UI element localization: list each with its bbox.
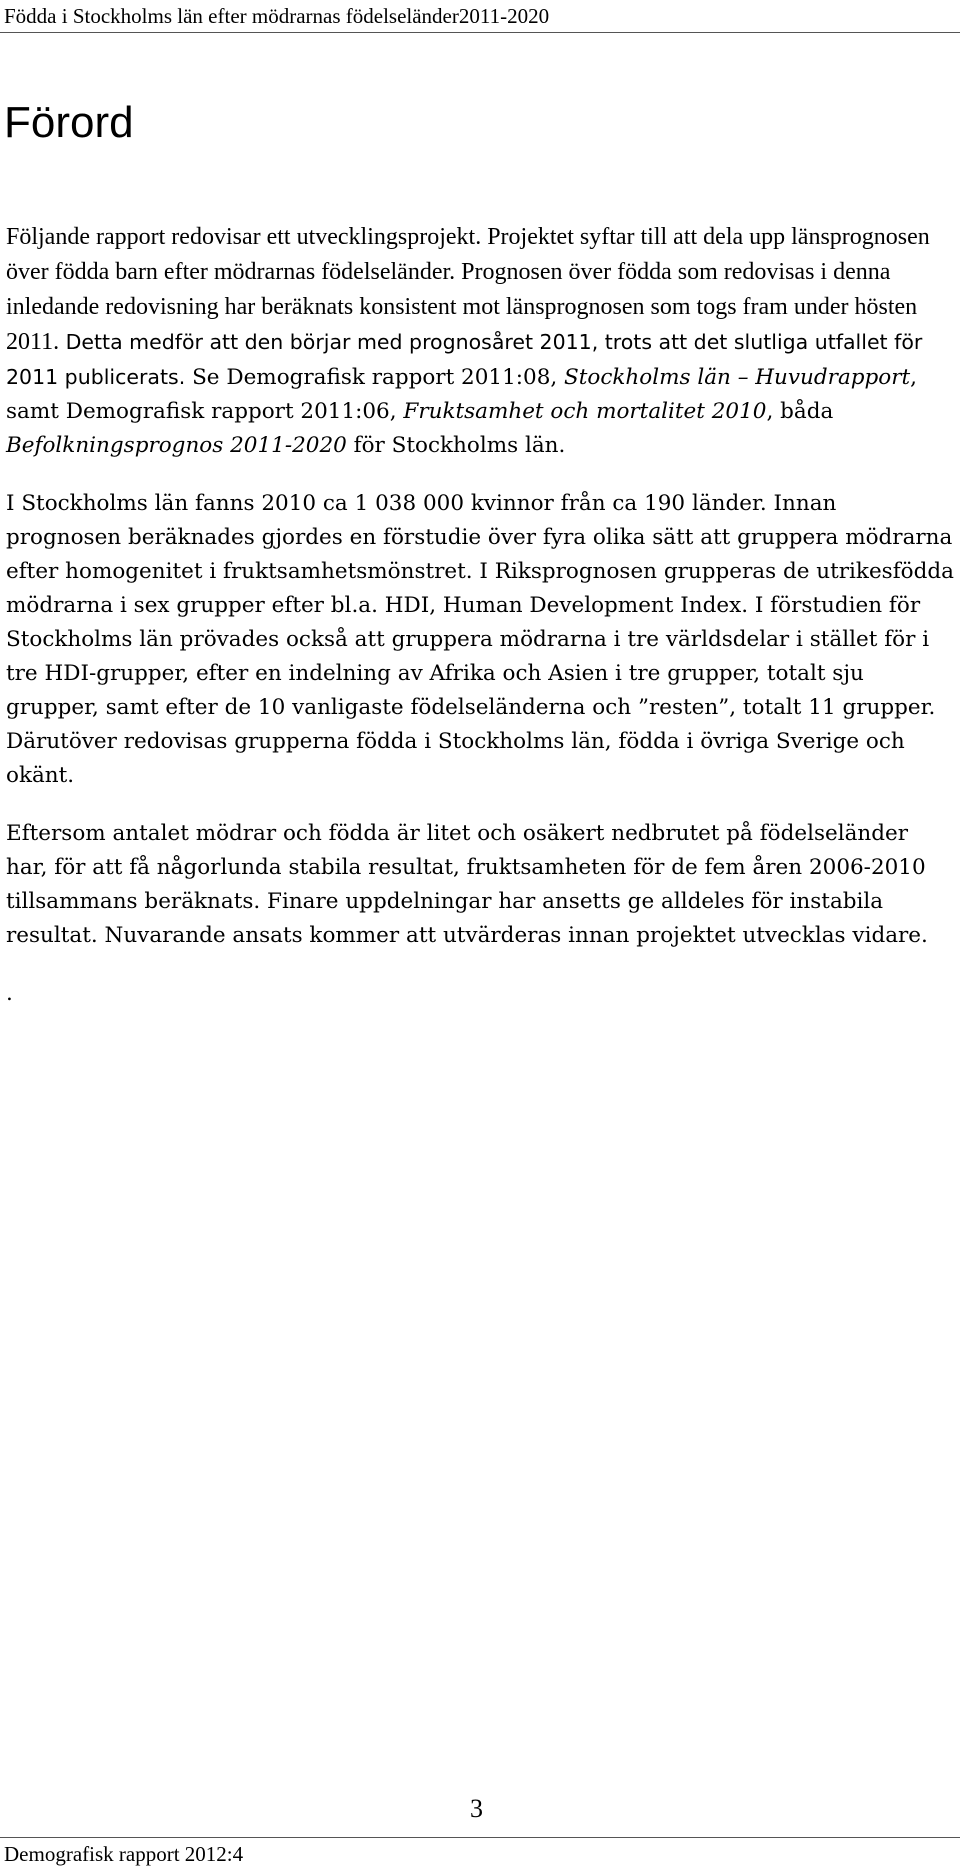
paragraph-method: Eftersom antalet mödrar och födda är litet och osäkert nedbrutet på födelseländer har, för att få någorlunda stabila resultat, fruktsamheten för de fem åren 2006-2010 tillsammans beräknats. Finare uppdelningar har ansetts ge alldeles för instabila resultat. Nuvarande ansats kommer att utvärderas innan projektet utvecklas vidare. [6, 821, 928, 948]
body-text [6, 220, 954, 1035]
page-number: 3 [470, 1794, 483, 1823]
reference-title-huvudrapport: Stockholms län – Huvudrapport [564, 365, 911, 390]
trailing-dot: . [6, 981, 13, 1006]
paragraph-intro [6, 220, 954, 463]
reference-text-3: , båda [766, 399, 834, 424]
running-footer: Demografisk rapport 2012:4 [4, 1842, 244, 1866]
reference-title-befolkningsprognos: Befolkningsprognos 2011-2020 [6, 433, 347, 458]
footer-divider [0, 1837, 960, 1838]
running-header: Födda i Stockholms län efter mödrarnas födelseländer2011-2020 [4, 4, 550, 28]
header-divider [0, 32, 960, 33]
reference-text-4: för Stockholms län. [346, 433, 566, 458]
paragraph-intro-part2: Detta medför att den börjar med prognosåret 2011, trots att det slutliga utfallet för 2011 publicerats. [6, 330, 923, 389]
reference-text-1: Se Demografisk rapport 2011:08, [192, 365, 565, 390]
reference-text-2: , samt Demografisk rapport 2011:06, [6, 365, 917, 424]
paragraph-intro-part1: Följande rapport redovisar ett utvecklingsprojekt. Projektet syftar till att dela upp länsprognosen över födda barn efter mödrarnas födelseländer. Prognosen över födda som redovisas i denna inledande redovisning har beräknats konsistent mot länsprognosen som togs fram under hösten 2011. [6, 224, 930, 355]
paragraph-mothers: I Stockholms län fanns 2010 ca 1 038 000 kvinnor från ca 190 länder. Innan prognosen beräknades gjordes en förstudie över fyra olika sätt att gruppera mödrarna efter homogenitet i fruktsamhetsmönstret. I Riksprognosen grupperas de utrikesfödda mödrarna i sex grupper efter bl.a. HDI, Human Development Index. I förstudien för Stockholms län prövades också att gruppera mödrarna i tre världsdelar i stället för i tre HDI-grupper, efter en indelning av Afrika och Asien i tre grupper, totalt sju grupper, samt efter de 10 vanligaste födelseländerna och ”resten”, totalt 11 grupper. Därutöver redovisas grupperna födda i Stockholms län, födda i övriga Sverige och okänt. [6, 491, 954, 788]
page-title: Förord [4, 98, 134, 147]
reference-title-fruktsamhet: Fruktsamhet och mortalitet 2010 [403, 399, 767, 424]
